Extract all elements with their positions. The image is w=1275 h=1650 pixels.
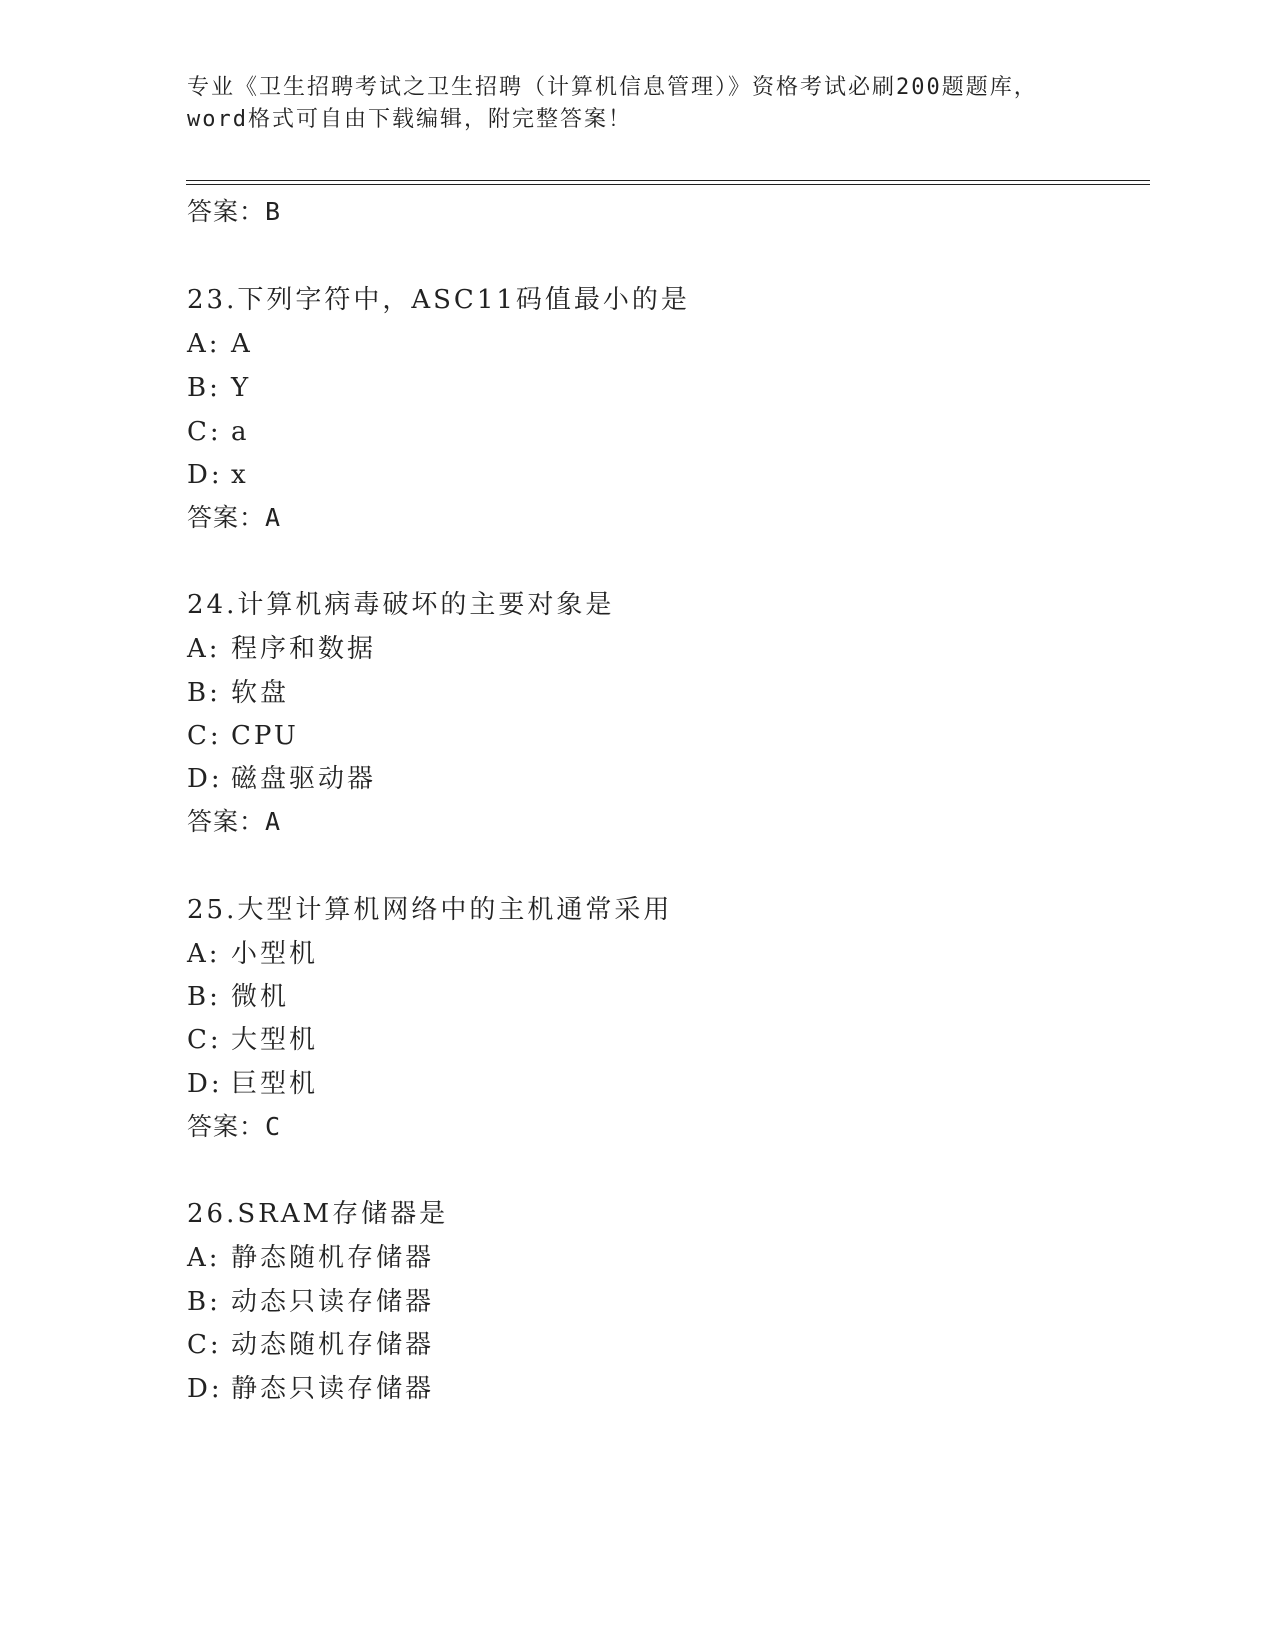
question-title: 23.下列字符中，ASC11码值最小的是 (187, 285, 690, 315)
option-text: Y (231, 373, 252, 403)
option-text: a (231, 417, 250, 447)
option-b (187, 372, 251, 404)
option-key: C: (187, 417, 222, 447)
option-text: 程序和数据 (231, 634, 377, 664)
header-line-2: word格式可自由下载编辑，附完整答案！ (187, 107, 632, 132)
option-c (187, 416, 250, 448)
option-text: CPU (231, 721, 299, 751)
option-c (187, 1329, 434, 1361)
option-key: B: (187, 1287, 221, 1317)
option-c (187, 1024, 318, 1056)
option-text: 动态随机存储器 (231, 1330, 435, 1360)
header-divider-bottom (186, 184, 1150, 185)
option-text: 静态只读存储器 (231, 1374, 435, 1404)
option-b (187, 981, 289, 1013)
option-c (187, 720, 299, 752)
option-text: 动态只读存储器 (231, 1287, 435, 1317)
option-key: D: (187, 1374, 223, 1404)
option-a (187, 1242, 434, 1274)
option-key: B: (187, 982, 221, 1012)
document-header (187, 72, 1087, 136)
question-title: 25.大型计算机网络中的主机通常采用 (187, 895, 673, 925)
option-a (187, 633, 376, 665)
option-key: D: (187, 764, 223, 794)
option-key: A: (187, 939, 221, 969)
option-key: A: (187, 634, 221, 664)
option-text: 大型机 (231, 1025, 319, 1055)
option-key: B: (187, 373, 221, 403)
option-text: 小型机 (231, 939, 319, 969)
option-d (187, 459, 249, 491)
answer-line: 答案：A (187, 807, 282, 836)
answer-line: 答案：A (187, 503, 282, 532)
option-key: C: (187, 1025, 222, 1055)
question-title: 24.计算机病毒破坏的主要对象是 (187, 590, 615, 620)
option-key: A: (187, 1243, 221, 1273)
option-d (187, 763, 376, 795)
header-divider-top (186, 180, 1150, 181)
option-key: D: (187, 1069, 223, 1099)
question-title: 26.SRAM存储器是 (187, 1199, 449, 1229)
option-text: 静态随机存储器 (231, 1243, 435, 1273)
header-line-1: 专业《卫生招聘考试之卫生招聘（计算机信息管理）》资格考试必刷200题题库， (187, 75, 1038, 100)
option-b (187, 1286, 434, 1318)
option-a (187, 938, 318, 970)
answer-line: 答案：C (187, 1112, 282, 1141)
option-d (187, 1373, 434, 1405)
option-key: C: (187, 721, 222, 751)
option-text: A (231, 329, 253, 359)
option-text: 巨型机 (231, 1069, 319, 1099)
option-key: B: (187, 678, 221, 708)
option-key: A: (187, 329, 221, 359)
option-text: 微机 (231, 982, 290, 1012)
option-text: x (231, 460, 249, 490)
option-a (187, 328, 253, 360)
option-d (187, 1068, 318, 1100)
option-key: C: (187, 1330, 222, 1360)
option-b (187, 677, 289, 709)
option-text: 软盘 (231, 678, 290, 708)
answer-line: 答案：B (187, 197, 282, 226)
option-key: D: (187, 460, 223, 490)
option-text: 磁盘驱动器 (231, 764, 377, 794)
